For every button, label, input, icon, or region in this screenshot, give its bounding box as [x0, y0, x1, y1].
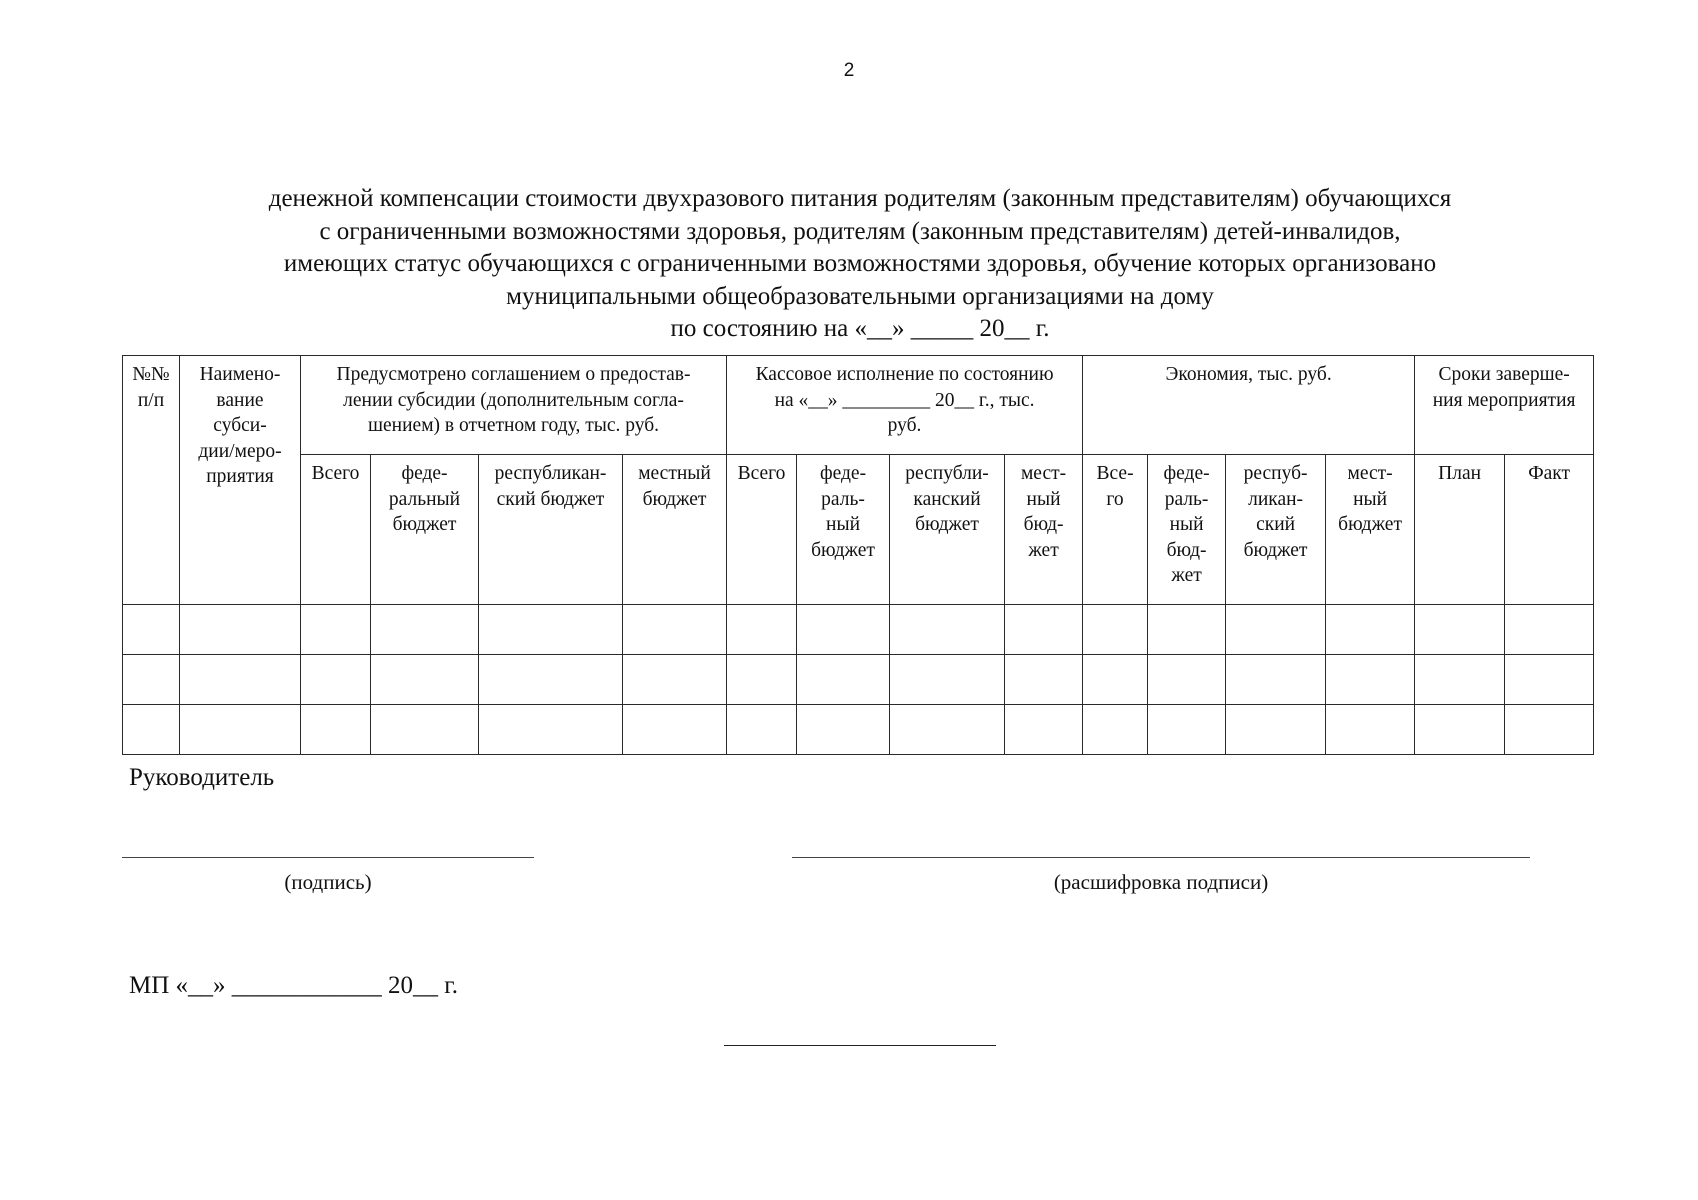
document-title — [110, 183, 1610, 346]
title-line: с ограниченными возможностями здоровья, родителям (законным представителям) детей-инвалидов, — [319, 217, 1401, 245]
table-cell — [1505, 655, 1594, 705]
title-line: по состоянию на «__» _____ 20__ г. — [670, 315, 1050, 342]
table-cell — [1083, 605, 1148, 655]
table-cell — [797, 655, 890, 705]
table-cell — [1083, 705, 1148, 755]
signatory-role: Руководитель — [129, 764, 275, 791]
page-number: 2 — [843, 60, 855, 81]
table-cell — [1148, 655, 1226, 705]
savings-local-header: мест- ный бюджет — [1326, 455, 1415, 605]
table-cell — [1415, 605, 1505, 655]
table-cell — [301, 605, 371, 655]
savings-total-header: Все- го — [1083, 455, 1148, 605]
table-cell — [301, 705, 371, 755]
table-cell — [890, 705, 1005, 755]
table-cell — [1326, 605, 1415, 655]
table-cell — [180, 605, 301, 655]
table-cell — [890, 655, 1005, 705]
cash-total-header: Всего — [727, 455, 797, 605]
table-cell — [301, 655, 371, 705]
table-cell — [479, 605, 623, 655]
table-cell — [1415, 655, 1505, 705]
table-cell — [797, 705, 890, 755]
table-header-row — [123, 356, 1594, 455]
savings-federal-header: феде- раль- ный бюд- жет — [1148, 455, 1226, 605]
cash-local-header: мест- ный бюд- жет — [1005, 455, 1083, 605]
table-cell — [1326, 655, 1415, 705]
table-cell — [180, 705, 301, 755]
table-cell — [1226, 605, 1326, 655]
table-cell — [479, 655, 623, 705]
table-cell — [727, 655, 797, 705]
table-cell — [623, 655, 727, 705]
table-cell — [123, 655, 180, 705]
table-cell — [371, 655, 479, 705]
deadline-fact-header: Факт — [1505, 455, 1594, 605]
signature-caption: (подпись) — [284, 870, 372, 894]
deadline-plan-header: План — [1415, 455, 1505, 605]
table-cell — [727, 705, 797, 755]
table-cell — [371, 605, 479, 655]
signature-decoding-caption: (расшифровка подписи) — [1053, 870, 1269, 894]
title-line: денежной компенсации стоимости двухразового питания родителям (законным представителям) обучающихся — [268, 185, 1452, 212]
table-cell — [1226, 655, 1326, 705]
col-name-header: Наимено- вание субси- дии/меро- приятия — [180, 356, 301, 605]
table-cell — [1005, 655, 1083, 705]
table-subheader-row — [123, 455, 1594, 605]
savings-group-header: Экономия, тыс. руб. — [1083, 356, 1415, 455]
table-row — [123, 605, 1594, 655]
table-cell — [1083, 655, 1148, 705]
table-cell — [123, 705, 180, 755]
savings-republic-header: респуб- ликан- ский бюджет — [1226, 455, 1326, 605]
cash-federal-header: феде- раль- ный бюджет — [797, 455, 890, 605]
cash-group-header: Кассовое исполнение по состоянию на «__» _________ 20__ г., тыс. руб. — [727, 356, 1083, 455]
table-cell — [479, 705, 623, 755]
end-of-document-rule — [724, 1045, 996, 1046]
agreement-republic-header: республикан- ский бюджет — [479, 455, 623, 605]
col-number-header: №№ п/п — [123, 356, 180, 605]
signature-line — [122, 857, 534, 858]
cash-republic-header: республи- канский бюджет — [890, 455, 1005, 605]
table-cell — [1415, 705, 1505, 755]
stamp-date-line: МП «__» ____________ 20__ г. — [129, 972, 458, 999]
table-cell — [1226, 705, 1326, 755]
table-cell — [1505, 705, 1594, 755]
title-line: имеющих статус обучающихся с ограниченными возможностями здоровья, обучение которых организовано — [283, 250, 1437, 277]
table-cell — [1326, 705, 1415, 755]
table-cell — [797, 605, 890, 655]
table-row — [123, 655, 1594, 705]
table-cell — [1005, 705, 1083, 755]
agreement-total-header: Всего — [301, 455, 371, 605]
table-cell — [1005, 605, 1083, 655]
deadline-group-header: Сроки заверше- ния мероприятия — [1415, 356, 1594, 455]
table-cell — [1148, 605, 1226, 655]
table-cell — [1148, 705, 1226, 755]
table-cell — [623, 705, 727, 755]
title-line: муниципальными общеобразовательными организациями на дому — [506, 282, 1214, 310]
table-row — [123, 705, 1594, 755]
table-cell — [1505, 605, 1594, 655]
signature-decoding-line — [792, 857, 1530, 858]
report-table — [122, 355, 1594, 755]
table-cell — [180, 655, 301, 705]
table-cell — [623, 605, 727, 655]
agreement-local-header: местный бюджет — [623, 455, 727, 605]
table-cell — [371, 705, 479, 755]
agreement-federal-header: феде- ральный бюджет — [371, 455, 479, 605]
table-cell — [890, 605, 1005, 655]
agreement-group-header: Предусмотрено соглашением о предостав- лении субсидии (дополнительным согла- шением) в отчетном году, тыс. руб. — [301, 356, 727, 455]
table-cell — [123, 605, 180, 655]
table-cell — [727, 605, 797, 655]
